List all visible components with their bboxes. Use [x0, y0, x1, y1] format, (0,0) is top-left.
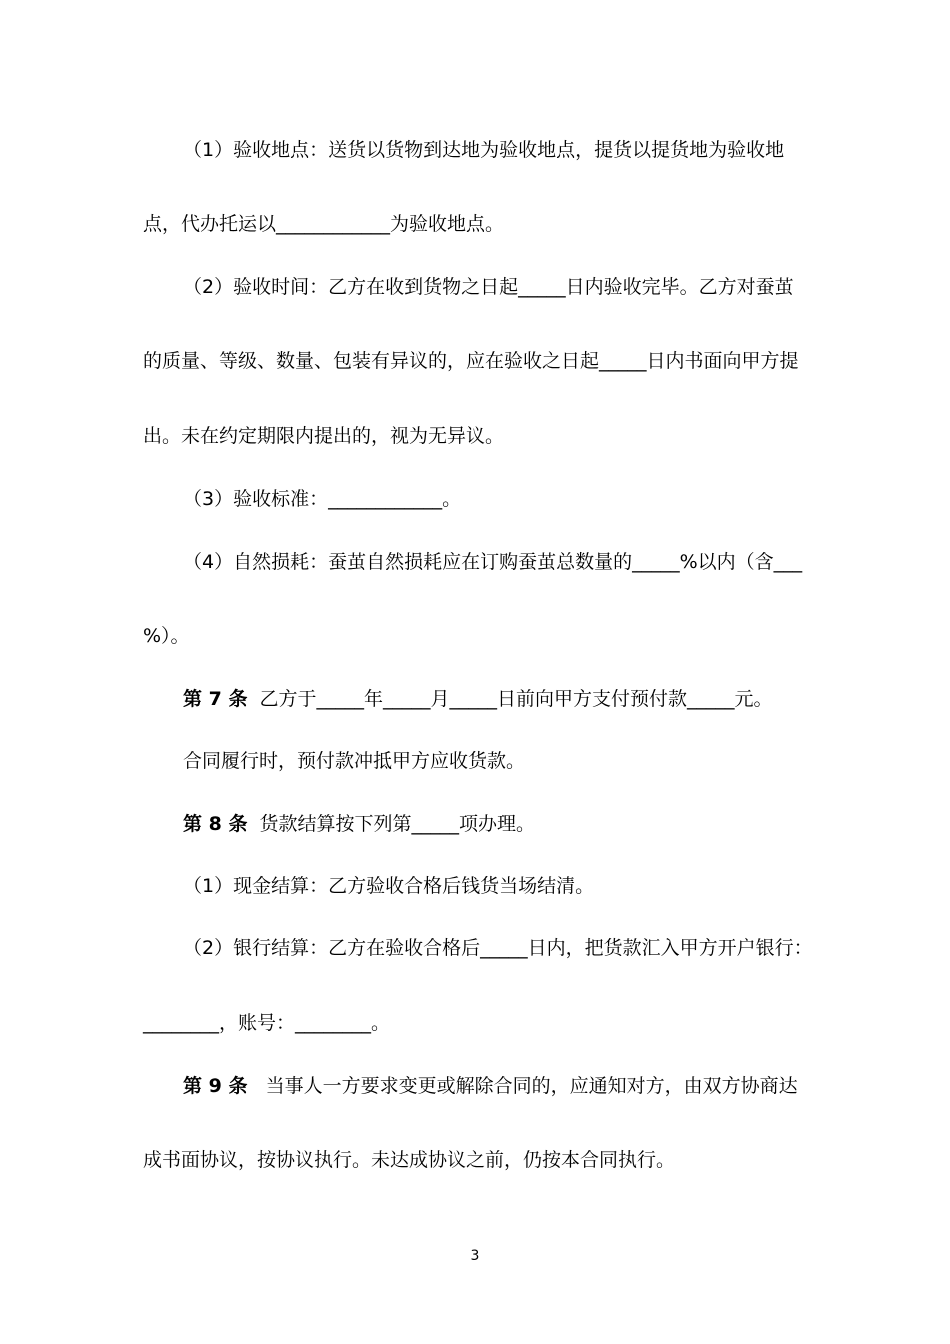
cash-settlement-line: （1）现金结算：乙方验收合格后钱货当场结清。	[183, 875, 595, 897]
acceptance-standard-line: （3）验收标准：____________。	[183, 488, 462, 510]
bank-settlement-line-2: ________，账号：________。	[143, 1012, 391, 1034]
article-8-text: 货款结算按下列第_____项办理。	[259, 813, 536, 835]
bank-settlement-line-1: （2）银行结算：乙方在验收合格后_____日内，把货款汇入甲方开户银行：	[183, 937, 813, 959]
acceptance-location-line-1: （1）验收地点：送货以货物到达地为验收地点，提货以提货地为验收地	[183, 139, 785, 161]
acceptance-time-line-1: （2）验收时间：乙方在收到货物之日起_____日内验收完毕。乙方对蚕茧	[183, 276, 794, 298]
acceptance-location-line-2: 点，代办托运以____________为验收地点。	[143, 213, 505, 235]
article-7-text: 乙方于_____年_____月_____日前向甲方支付预付款_____元。	[259, 688, 773, 710]
acceptance-time-line-2: 的质量、等级、数量、包装有异议的，应在验收之日起_____日内书面向甲方提	[143, 350, 799, 372]
article-8-heading: 第 8 条	[183, 813, 248, 835]
article-9-line-2: 成书面协议，按协议执行。未达成协议之前，仍按本合同执行。	[143, 1149, 676, 1171]
article-9-text: 当事人一方要求变更或解除合同的，应通知对方，由双方协商达	[265, 1075, 798, 1097]
article-7	[183, 687, 773, 711]
natural-loss-line-2: %）。	[143, 625, 190, 647]
article-7-line-2: 合同履行时，预付款冲抵甲方应收货款。	[183, 750, 526, 772]
article-9	[183, 1074, 798, 1098]
acceptance-time-line-3: 出。未在约定期限内提出的，视为无异议。	[143, 425, 505, 447]
page-number: 3	[470, 1248, 480, 1264]
article-8	[183, 812, 535, 836]
natural-loss-line-1: （4）自然损耗：蚕茧自然损耗应在订购蚕茧总数量的_____%以内（含___	[183, 551, 803, 573]
article-9-heading: 第 9 条	[183, 1075, 248, 1097]
article-7-heading: 第 7 条	[183, 688, 248, 710]
